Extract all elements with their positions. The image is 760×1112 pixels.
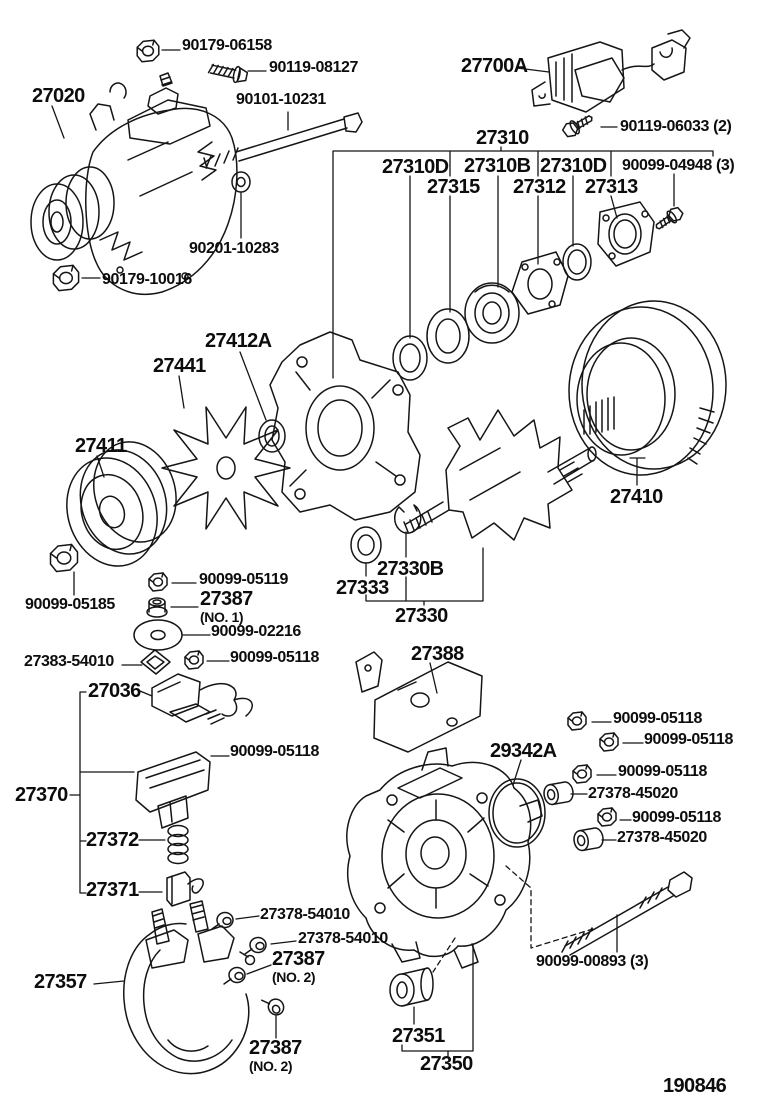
brush-holder-lead-drawing bbox=[152, 674, 252, 724]
part-number-qualifier: (NO. 2) bbox=[272, 969, 316, 985]
part-label-27310D-1: 27310D bbox=[382, 156, 449, 178]
rotor-drawing bbox=[404, 410, 596, 540]
part-label-27310D-2: 27310D bbox=[540, 155, 607, 177]
brush-icon bbox=[167, 872, 203, 906]
part-number: 27387 bbox=[272, 948, 325, 970]
part-label-90099-05118-b: 90099-05118 bbox=[613, 710, 703, 727]
part-number-qualifier: (NO. 1) bbox=[200, 609, 244, 625]
bearing-retainer-plate-icon bbox=[512, 252, 568, 314]
part-label-90099-05118-c: 90099-05118 bbox=[644, 731, 734, 748]
nut-icon bbox=[53, 265, 78, 290]
nut-icon bbox=[51, 545, 78, 572]
flat-washer-icon bbox=[134, 620, 182, 650]
regulator-plate-drawing bbox=[356, 652, 482, 752]
insulator-bush-icon bbox=[147, 598, 167, 617]
part-label-27036: 27036 bbox=[88, 680, 141, 702]
fan-drawing bbox=[162, 407, 290, 529]
part-label-27357: 27357 bbox=[34, 971, 87, 993]
part-label-90179-06158: 90179-06158 bbox=[182, 37, 272, 54]
insulator-bushing-icon bbox=[543, 781, 575, 806]
part-label-90099-04948: 90099-04948 (3) bbox=[622, 157, 735, 174]
brush-spring-icon bbox=[168, 826, 188, 864]
screw-icon bbox=[262, 992, 287, 1018]
through-bolt-icon bbox=[562, 872, 692, 955]
bolt-icon bbox=[208, 61, 248, 85]
collar-ring-icon bbox=[427, 309, 469, 363]
part-label-90099-05118-e: 90099-05118 bbox=[632, 809, 722, 826]
part-label-27411: 27411 bbox=[75, 435, 127, 457]
part-label-27412A: 27412A bbox=[205, 330, 272, 352]
part-label-27383-54010: 27383-54010 bbox=[24, 653, 114, 670]
nut-icon bbox=[185, 651, 203, 669]
part-label-27410: 27410 bbox=[610, 486, 663, 508]
part-label-27387-no1 bbox=[200, 589, 253, 624]
part-label-90119-08127: 90119-08127 bbox=[269, 59, 359, 76]
part-label-27378-45020-b: 27378-45020 bbox=[617, 829, 707, 846]
part-label-90119-06033: 90119-06033 (2) bbox=[620, 118, 732, 135]
stator-drawing bbox=[569, 301, 726, 475]
screw-icon bbox=[212, 913, 233, 930]
part-label-27387-no2-b bbox=[249, 1038, 302, 1073]
nut-icon bbox=[598, 808, 616, 826]
part-label-90101-10231: 90101-10231 bbox=[236, 91, 326, 108]
part-label-27372: 27372 bbox=[86, 829, 139, 851]
insulator-bushing-icon bbox=[573, 827, 605, 852]
leader-lines bbox=[52, 50, 713, 1056]
nut-icon bbox=[137, 40, 159, 62]
part-label-90201-10283: 90201-10283 bbox=[189, 240, 279, 257]
regulator-drawing bbox=[532, 30, 690, 112]
long-bolt-icon bbox=[204, 113, 362, 168]
washer-ring-icon bbox=[393, 336, 427, 380]
part-label-27315: 27315 bbox=[427, 176, 480, 198]
square-insulator-icon bbox=[141, 650, 170, 674]
front-bracket-drawing bbox=[270, 332, 420, 520]
part-number-qualifier: (NO. 2) bbox=[249, 1058, 293, 1074]
part-label-27378-54010-a: 27378-54010 bbox=[260, 906, 350, 923]
screw-icon bbox=[245, 938, 266, 955]
part-label-27370: 27370 bbox=[15, 784, 68, 806]
screw-icon bbox=[561, 111, 595, 139]
part-label-27388: 27388 bbox=[411, 643, 464, 665]
part-label-27020: 27020 bbox=[32, 85, 85, 107]
part-label-90099-05118-a: 90099-05118 bbox=[230, 649, 320, 666]
part-label-27378-45020-a: 27378-45020 bbox=[588, 785, 678, 802]
part-number: 27387 bbox=[249, 1037, 302, 1059]
part-label-27310B: 27310B bbox=[464, 155, 531, 177]
screw-icon bbox=[653, 205, 685, 233]
part-label-90099-05118-f: 90099-05118 bbox=[230, 743, 320, 760]
nut-icon bbox=[600, 733, 618, 751]
part-label-27333: 27333 bbox=[336, 577, 389, 599]
part-label-90099-05185: 90099-05185 bbox=[25, 596, 115, 613]
part-label-27700A: 27700A bbox=[461, 55, 528, 77]
part-label-29342A: 29342A bbox=[490, 740, 557, 762]
cushion-bushing-icon bbox=[390, 968, 433, 1006]
bearing-icon bbox=[465, 283, 519, 343]
o-ring-icon bbox=[489, 779, 545, 847]
part-label-27371: 27371 bbox=[86, 879, 139, 901]
screw-icon bbox=[224, 968, 245, 985]
part-label-27351: 27351 bbox=[392, 1025, 445, 1047]
rectifier-drawing bbox=[136, 752, 210, 828]
part-label-27378-54010-b: 27378-54010 bbox=[298, 930, 388, 947]
part-label-27312: 27312 bbox=[513, 176, 566, 198]
part-label-27350: 27350 bbox=[420, 1053, 473, 1075]
part-label-90099-05118-d: 90099-05118 bbox=[618, 763, 708, 780]
nut-icon bbox=[568, 712, 586, 730]
part-label-90179-10016: 90179-10016 bbox=[102, 271, 192, 288]
figure-number: 190846 bbox=[663, 1075, 727, 1097]
part-label-27313: 27313 bbox=[585, 176, 638, 198]
part-number: 27387 bbox=[200, 588, 253, 610]
part-label-90099-02216: 90099-02216 bbox=[211, 623, 301, 640]
part-label-90099-05119: 90099-05119 bbox=[199, 571, 289, 588]
part-label-90099-00893: 90099-00893 (3) bbox=[536, 953, 649, 970]
end-plate-icon bbox=[598, 202, 654, 266]
part-label-27441: 27441 bbox=[153, 355, 206, 377]
part-label-27387-no2-a bbox=[272, 949, 325, 984]
part-label-27330B: 27330B bbox=[377, 558, 444, 580]
nut-icon bbox=[149, 573, 167, 591]
rectifier-end-frame-drawing bbox=[124, 901, 255, 1074]
part-label-27330: 27330 bbox=[395, 605, 448, 627]
nut-icon bbox=[573, 765, 591, 783]
part-label-27310: 27310 bbox=[476, 127, 529, 149]
washer-icon bbox=[232, 172, 250, 192]
washer-ring-icon bbox=[563, 244, 591, 280]
